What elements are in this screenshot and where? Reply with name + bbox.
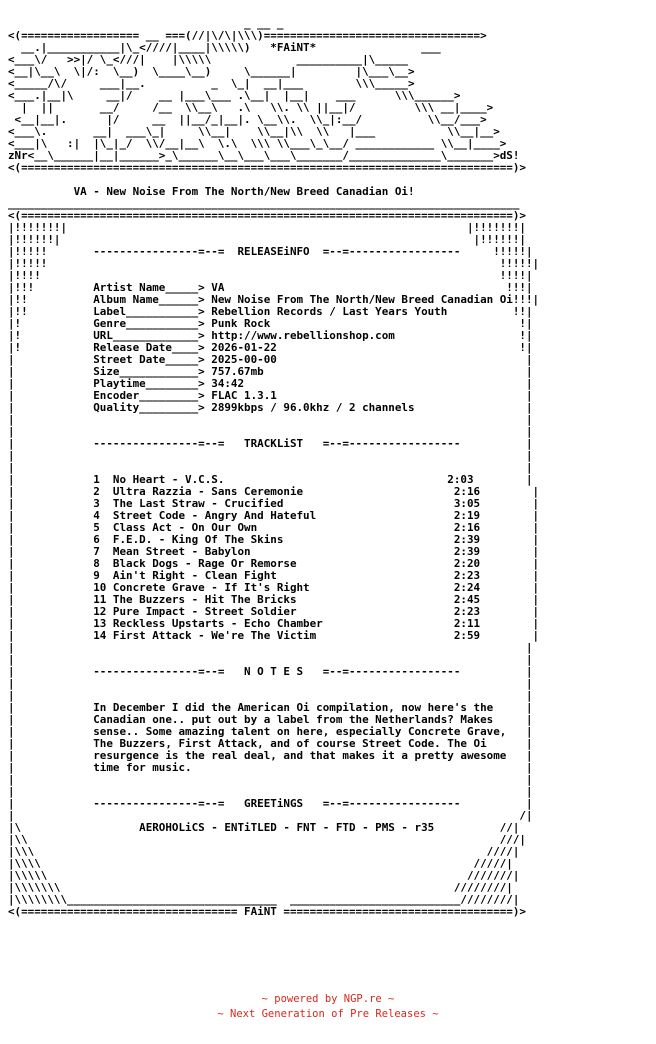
- footer-powered-by: ~ powered by NGP.re ~: [261, 993, 395, 1005]
- footer-tagline: ~ Next Generation of Pre Releases ~: [217, 1008, 439, 1020]
- footer: [0, 992, 656, 1022]
- nfo-text-block: _ __ _ <(================== __ ===(//|\/\|\\\)=================================> __.|___________|\_<////|____|\\\\\) *FAiNT* ___ <___\/ >>|/ \_<///| |\\\\\ __________|\_____ <__|\__\ \|/: \__) \____\__) \______| |\___\__> <_____/\/ ___|__. _ \_| __|___ \\\_____> <___.|__|\ __|/ __ |___\___ .\__| |__| ___ \\\______> | || __/ /__ \\__\ .\ \\. \\ ||__|/ \\\ __|____> <__|__|. |/ __ ||__/_|__|. \__\\. \\_|:__/ \\__/___> <___\. __| ___\_| \\__| \\__|\\ \\ |___ \\__|__> <___|\ :| |\_|_/ \\/__|__\ \.\ \\\ \\___\_\__/ ____________ \\__|____> zNr<__\______|__|______>_\______\__\___\___\_______/______________\_______>dS! <(===========================================================================)> VA - New Noise From The North/New Breed Canadian Oi! ______________________________________________________________________________ <(===========================================================================)> |!!!!!!!| |!!!!!!!| |!!!!!!| |!!!!!!| |!!!!! ----------------=--= RELEASEiNFO =--=----------------- !!!!!| |!!!!! !!!!!| |!!!! !!!!| |!!! Artist Name_____> VA !!!| |!! Album Name______> New Noise From The North/New Breed Canadian Oi!!!| |!! Label___________> Rebellion Records / Last Years Youth !!| |! Genre___________> Punk Rock !| |! URL_____________> http://www.rebellionshop.com !| |! Release Date____> 2026-01-22 !| | Street Date_____> 2025-00-00 | | Size____________> 757.67mb | | Playtime________> 34:42 | | Encoder_________> FLAC 1.3.1 | | Quality_________> 2899kbps / 96.0khz / 2 channels | | | | | | ----------------=--= TRACKLiST =--=----------------- | | | | | | 1 No Heart - V.C.S. 2:03 | | 2 Ultra Razzia - Sans Ceremonie 2:16 | | 3 The Last Straw - Crucified 3:05 | | 4 Street Code - Angry And Hateful 2:19 | | 5 Class Act - On Our Own 2:16 | | 6 F.E.D. - King Of The Skins 2:39 | | 7 Mean Street - Babylon 2:39 | | 8 Black Dogs - Rage Or Remorse 2:20 | | 9 Ain't Right - Clean Fight 2:23 | | 10 Concrete Grave - If It's Right 2:24 | | 11 The Buzzers - Hit The Bricks 2:45 | | 12 Pure Impact - Street Soldier 2:23 | | 13 Reckless Upstarts - Echo Chamber 2:11 | | 14 First Attack - We're The Victim 2:59 | | | | | | ----------------=--= N O T E S =--=----------------- | | | | | | In December I did the American Oi compilation, now here's the | | Canadian one.. put out by a label from the Netherlands? Makes | | sense.. Some amazing talent on here, especially Concrete Grave, | | The Buzzers, First Attack, and of course Street Code. The Oi | | resurgence is the real deal, and that makes it a pretty awesome | | time for music. | | | | | | ----------------=--= GREETiNGS =--=----------------- | | /| |\ AEROHOLiCS - ENTiTLED - FNT - FTD - PMS - r35 //| |\\ ///| |\\\ ////| |\\\\ /////| |\\\\\ ///////| |\\\\\\\ ////////| |\\\\\\\\________________________________ __________________________////////| <(================================= FAiNT ===================================)>: [8, 17, 540, 918]
